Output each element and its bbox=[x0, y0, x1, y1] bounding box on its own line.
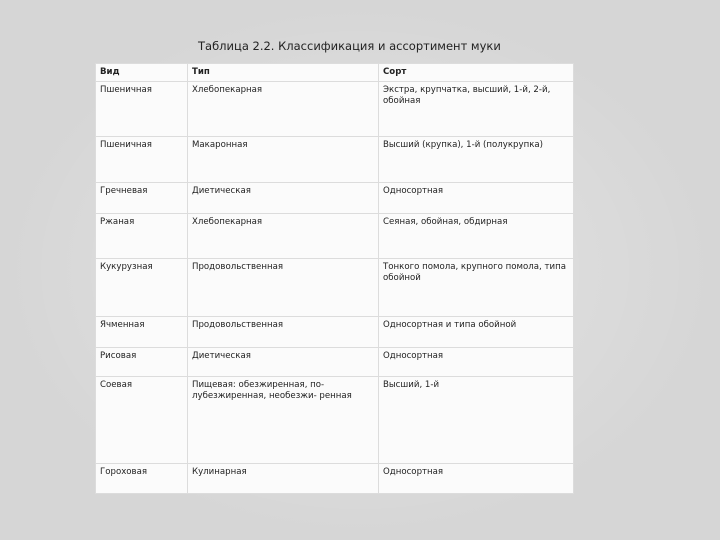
table-cell: Сеяная, обойная, обдирная bbox=[379, 214, 574, 259]
table-cell: Пшеничная bbox=[96, 137, 188, 183]
table-cell: Односортная bbox=[379, 183, 574, 214]
table-cell: Диетическая bbox=[188, 183, 379, 214]
column-header-sort: Сорт bbox=[379, 64, 574, 82]
table-cell: Пищевая: обезжиренная, по-лубезжиренная, необезжи- ренная bbox=[188, 377, 379, 464]
flour-classification-table bbox=[95, 63, 574, 494]
table-cell: Тонкого помола, крупного помола, типа обойной bbox=[379, 259, 574, 317]
table-row bbox=[96, 259, 574, 317]
table-header-row bbox=[96, 64, 574, 82]
column-header-tip: Тип bbox=[188, 64, 379, 82]
table-cell: Односортная bbox=[379, 464, 574, 494]
table-row bbox=[96, 137, 574, 183]
table-cell: Односортная bbox=[379, 348, 574, 377]
table-cell: Диетическая bbox=[188, 348, 379, 377]
table-cell: Ячменная bbox=[96, 317, 188, 348]
table-cell: Хлебопекарная bbox=[188, 214, 379, 259]
table-row bbox=[96, 82, 574, 137]
table-cell: Односортная и типа обойной bbox=[379, 317, 574, 348]
table-cell: Рисовая bbox=[96, 348, 188, 377]
table-cell: Пшеничная bbox=[96, 82, 188, 137]
table-row bbox=[96, 464, 574, 494]
table-cell: Гречневая bbox=[96, 183, 188, 214]
table-row bbox=[96, 377, 574, 464]
table-cell: Гороховая bbox=[96, 464, 188, 494]
table-cell: Кукурузная bbox=[96, 259, 188, 317]
table-cell: Соевая bbox=[96, 377, 188, 464]
table-cell: Экстра, крупчатка, высший, 1-й, 2-й, обойная bbox=[379, 82, 574, 137]
table-cell: Продовольственная bbox=[188, 259, 379, 317]
table-cell: Хлебопекарная bbox=[188, 82, 379, 137]
column-header-vid: Вид bbox=[96, 64, 188, 82]
table-row bbox=[96, 183, 574, 214]
table-cell: Ржаная bbox=[96, 214, 188, 259]
table-cell: Высший (крупка), 1-й (полукрупка) bbox=[379, 137, 574, 183]
table-cell: Высший, 1-й bbox=[379, 377, 574, 464]
table-caption: Таблица 2.2. Классификация и ассортимент муки bbox=[198, 39, 501, 53]
table-cell: Кулинарная bbox=[188, 464, 379, 494]
table-row bbox=[96, 317, 574, 348]
table-cell: Макаронная bbox=[188, 137, 379, 183]
table-cell: Продовольственная bbox=[188, 317, 379, 348]
table-row bbox=[96, 214, 574, 259]
table-row bbox=[96, 348, 574, 377]
